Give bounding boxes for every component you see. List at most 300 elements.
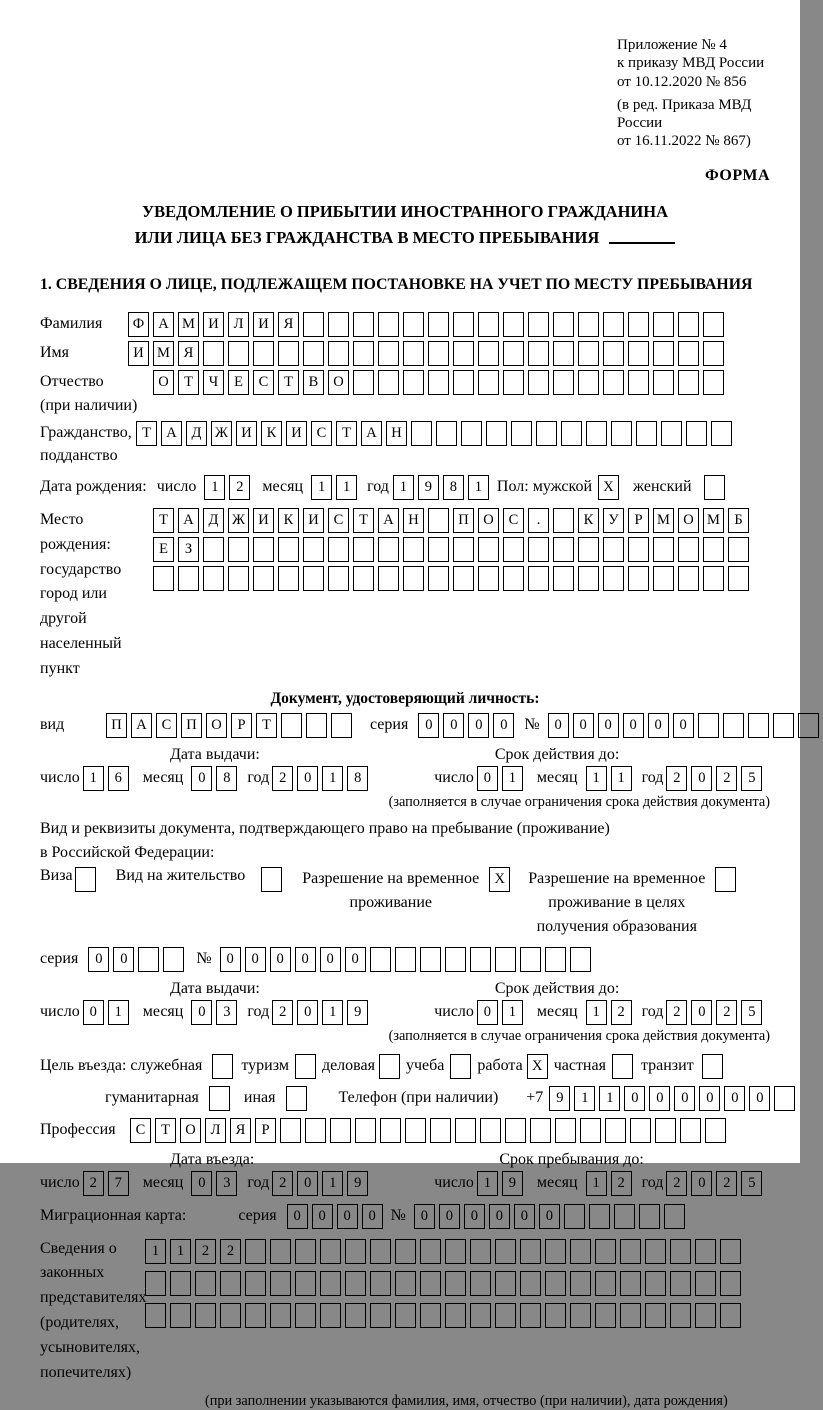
char-cell[interactable]	[320, 1271, 341, 1296]
char-cell[interactable]	[378, 566, 399, 591]
char-cell[interactable]	[528, 312, 549, 337]
char-cell[interactable]	[605, 1118, 626, 1143]
char-cell[interactable]: И	[253, 312, 274, 337]
char-cell[interactable]	[420, 1271, 441, 1296]
char-cell[interactable]	[328, 341, 349, 366]
char-cell[interactable]	[355, 1118, 376, 1143]
char-cell[interactable]: 9	[502, 1171, 523, 1196]
char-cell[interactable]	[370, 947, 391, 972]
char-cell[interactable]: Р	[231, 713, 252, 738]
char-cell[interactable]	[428, 312, 449, 337]
char-cell[interactable]	[395, 1239, 416, 1264]
char-cell[interactable]: 0	[83, 1000, 104, 1025]
char-cell[interactable]: 1	[311, 475, 332, 500]
char-cell[interactable]: 9	[549, 1086, 570, 1111]
char-cell[interactable]	[405, 1118, 426, 1143]
char-cell[interactable]	[728, 537, 749, 562]
char-cell[interactable]: 0	[191, 1000, 212, 1025]
char-cell[interactable]	[295, 1271, 316, 1296]
char-cell[interactable]	[678, 370, 699, 395]
char-cell[interactable]: 0	[418, 713, 439, 738]
char-cell[interactable]	[253, 566, 274, 591]
char-cell[interactable]	[720, 1271, 741, 1296]
char-cell[interactable]: 0	[297, 1171, 318, 1196]
char-cell[interactable]	[653, 370, 674, 395]
char-cell[interactable]	[686, 421, 707, 446]
char-cell[interactable]	[478, 370, 499, 395]
char-cell[interactable]: 9	[418, 475, 439, 500]
char-cell[interactable]	[655, 1118, 676, 1143]
char-cell[interactable]: 7	[108, 1171, 129, 1196]
char-cell[interactable]	[636, 421, 657, 446]
char-cell[interactable]	[281, 713, 302, 738]
char-cell[interactable]: 2	[83, 1171, 104, 1196]
char-cell[interactable]	[711, 421, 732, 446]
char-cell[interactable]: С	[130, 1118, 151, 1143]
char-cell[interactable]: 8	[216, 766, 237, 791]
char-cell[interactable]	[403, 370, 424, 395]
char-cell[interactable]: О	[678, 508, 699, 533]
char-cell[interactable]: 2	[666, 1000, 687, 1025]
char-cell[interactable]	[303, 566, 324, 591]
char-cell[interactable]	[620, 1271, 641, 1296]
char-cell[interactable]: И	[286, 421, 307, 446]
char-cell[interactable]	[545, 947, 566, 972]
char-cell[interactable]	[378, 370, 399, 395]
char-cell[interactable]: Т	[153, 508, 174, 533]
char-cell[interactable]: И	[303, 508, 324, 533]
char-cell[interactable]: 2	[272, 1171, 293, 1196]
char-cell[interactable]: Д	[186, 421, 207, 446]
char-cell[interactable]	[253, 537, 274, 562]
char-cell[interactable]: 2	[272, 1000, 293, 1025]
char-cell[interactable]: О	[478, 508, 499, 533]
char-cell[interactable]	[145, 1271, 166, 1296]
char-cell[interactable]	[630, 1118, 651, 1143]
char-cell[interactable]	[578, 537, 599, 562]
char-cell[interactable]: О	[153, 370, 174, 395]
char-cell[interactable]	[280, 1118, 301, 1143]
char-cell[interactable]	[645, 1271, 666, 1296]
char-cell[interactable]	[478, 566, 499, 591]
char-cell[interactable]	[704, 475, 725, 500]
char-cell[interactable]: С	[328, 508, 349, 533]
char-cell[interactable]	[428, 537, 449, 562]
char-cell[interactable]: Е	[153, 537, 174, 562]
char-cell[interactable]	[553, 537, 574, 562]
char-cell[interactable]	[702, 1054, 723, 1079]
char-cell[interactable]	[528, 566, 549, 591]
char-cell[interactable]	[586, 421, 607, 446]
char-cell[interactable]: П	[106, 713, 127, 738]
char-cell[interactable]	[353, 566, 374, 591]
char-cell[interactable]	[570, 1303, 591, 1328]
char-cell[interactable]	[478, 537, 499, 562]
char-cell[interactable]	[345, 1239, 366, 1264]
char-cell[interactable]	[603, 566, 624, 591]
char-cell[interactable]	[653, 566, 674, 591]
char-cell[interactable]: 0	[539, 1204, 560, 1229]
char-cell[interactable]	[703, 312, 724, 337]
char-cell[interactable]	[520, 1239, 541, 1264]
char-cell[interactable]: 1	[477, 1171, 498, 1196]
char-cell[interactable]: 3	[216, 1000, 237, 1025]
char-cell[interactable]	[670, 1239, 691, 1264]
char-cell[interactable]	[378, 312, 399, 337]
char-cell[interactable]	[628, 341, 649, 366]
char-cell[interactable]	[480, 1118, 501, 1143]
char-cell[interactable]	[695, 1239, 716, 1264]
char-cell[interactable]: 1	[586, 1171, 607, 1196]
char-cell[interactable]	[503, 370, 524, 395]
char-cell[interactable]: 2	[716, 766, 737, 791]
char-cell[interactable]	[445, 1303, 466, 1328]
char-cell[interactable]: 0	[191, 766, 212, 791]
char-cell[interactable]: П	[181, 713, 202, 738]
char-cell[interactable]: Е	[228, 370, 249, 395]
char-cell[interactable]	[303, 341, 324, 366]
char-cell[interactable]: 0	[493, 713, 514, 738]
char-cell[interactable]: А	[131, 713, 152, 738]
char-cell[interactable]	[553, 312, 574, 337]
char-cell[interactable]	[379, 1054, 400, 1079]
char-cell[interactable]	[403, 312, 424, 337]
char-cell[interactable]	[620, 1303, 641, 1328]
char-cell[interactable]: А	[153, 312, 174, 337]
char-cell[interactable]: 0	[624, 1086, 645, 1111]
char-cell[interactable]: 0	[337, 1204, 358, 1229]
char-cell[interactable]: И	[128, 341, 149, 366]
char-cell[interactable]: 8	[347, 766, 368, 791]
char-cell[interactable]	[470, 1271, 491, 1296]
char-cell[interactable]: 0	[414, 1204, 435, 1229]
char-cell[interactable]	[453, 370, 474, 395]
char-cell[interactable]: 0	[345, 947, 366, 972]
char-cell[interactable]: 0	[320, 947, 341, 972]
char-cell[interactable]	[564, 1204, 585, 1229]
char-cell[interactable]: 0	[245, 947, 266, 972]
char-cell[interactable]	[528, 341, 549, 366]
char-cell[interactable]	[705, 1118, 726, 1143]
char-cell[interactable]: X	[527, 1054, 548, 1079]
char-cell[interactable]	[645, 1239, 666, 1264]
char-cell[interactable]	[228, 566, 249, 591]
char-cell[interactable]	[695, 1303, 716, 1328]
char-cell[interactable]	[664, 1204, 685, 1229]
char-cell[interactable]: X	[489, 867, 510, 892]
char-cell[interactable]	[328, 537, 349, 562]
char-cell[interactable]: 0	[468, 713, 489, 738]
char-cell[interactable]	[253, 341, 274, 366]
char-cell[interactable]	[678, 537, 699, 562]
char-cell[interactable]	[520, 1271, 541, 1296]
char-cell[interactable]: 1	[586, 766, 607, 791]
char-cell[interactable]	[353, 370, 374, 395]
char-cell[interactable]	[178, 566, 199, 591]
char-cell[interactable]	[720, 1239, 741, 1264]
char-cell[interactable]	[678, 312, 699, 337]
char-cell[interactable]	[486, 421, 507, 446]
char-cell[interactable]	[653, 537, 674, 562]
char-cell[interactable]: 1	[468, 475, 489, 500]
char-cell[interactable]: Я	[178, 341, 199, 366]
char-cell[interactable]	[170, 1303, 191, 1328]
char-cell[interactable]	[511, 421, 532, 446]
char-cell[interactable]: 0	[270, 947, 291, 972]
char-cell[interactable]	[430, 1118, 451, 1143]
char-cell[interactable]	[330, 1118, 351, 1143]
char-cell[interactable]	[595, 1271, 616, 1296]
char-cell[interactable]: Р	[628, 508, 649, 533]
char-cell[interactable]	[595, 1303, 616, 1328]
char-cell[interactable]: 1	[145, 1239, 166, 1264]
char-cell[interactable]	[328, 566, 349, 591]
char-cell[interactable]	[403, 537, 424, 562]
char-cell[interactable]	[455, 1118, 476, 1143]
char-cell[interactable]: Т	[178, 370, 199, 395]
char-cell[interactable]: 0	[598, 713, 619, 738]
char-cell[interactable]	[453, 341, 474, 366]
char-cell[interactable]	[270, 1239, 291, 1264]
char-cell[interactable]	[320, 1239, 341, 1264]
char-cell[interactable]	[503, 341, 524, 366]
char-cell[interactable]: Т	[336, 421, 357, 446]
char-cell[interactable]: 0	[312, 1204, 333, 1229]
char-cell[interactable]: 0	[191, 1171, 212, 1196]
char-cell[interactable]	[403, 566, 424, 591]
char-cell[interactable]: М	[178, 312, 199, 337]
char-cell[interactable]	[228, 537, 249, 562]
char-cell[interactable]	[220, 1271, 241, 1296]
char-cell[interactable]	[428, 566, 449, 591]
char-cell[interactable]	[603, 537, 624, 562]
char-cell[interactable]	[261, 867, 282, 892]
char-cell[interactable]	[420, 1239, 441, 1264]
char-cell[interactable]: 9	[347, 1000, 368, 1025]
char-cell[interactable]	[653, 341, 674, 366]
char-cell[interactable]: П	[453, 508, 474, 533]
char-cell[interactable]: О	[206, 713, 227, 738]
char-cell[interactable]: 8	[443, 475, 464, 500]
char-cell[interactable]	[678, 566, 699, 591]
char-cell[interactable]: 0	[548, 713, 569, 738]
char-cell[interactable]	[428, 370, 449, 395]
char-cell[interactable]	[353, 312, 374, 337]
char-cell[interactable]: 0	[287, 1204, 308, 1229]
char-cell[interactable]: 0	[674, 1086, 695, 1111]
char-cell[interactable]	[328, 312, 349, 337]
char-cell[interactable]	[720, 1303, 741, 1328]
char-cell[interactable]: 0	[699, 1086, 720, 1111]
char-cell[interactable]	[798, 713, 819, 738]
char-cell[interactable]	[774, 1086, 795, 1111]
char-cell[interactable]: 3	[216, 1171, 237, 1196]
char-cell[interactable]	[495, 1303, 516, 1328]
char-cell[interactable]: 0	[724, 1086, 745, 1111]
char-cell[interactable]: 5	[741, 1171, 762, 1196]
char-cell[interactable]	[295, 1054, 316, 1079]
char-cell[interactable]: 1	[393, 475, 414, 500]
char-cell[interactable]	[353, 341, 374, 366]
char-cell[interactable]	[545, 1239, 566, 1264]
char-cell[interactable]	[445, 1271, 466, 1296]
char-cell[interactable]	[145, 1303, 166, 1328]
char-cell[interactable]	[578, 341, 599, 366]
char-cell[interactable]	[331, 713, 352, 738]
char-cell[interactable]: 1	[322, 1171, 343, 1196]
char-cell[interactable]	[353, 537, 374, 562]
char-cell[interactable]	[478, 341, 499, 366]
char-cell[interactable]	[530, 1118, 551, 1143]
char-cell[interactable]: О	[180, 1118, 201, 1143]
char-cell[interactable]	[345, 1303, 366, 1328]
char-cell[interactable]	[203, 341, 224, 366]
char-cell[interactable]: 0	[477, 766, 498, 791]
char-cell[interactable]: А	[161, 421, 182, 446]
char-cell[interactable]	[503, 566, 524, 591]
char-cell[interactable]	[578, 566, 599, 591]
char-cell[interactable]: 2	[220, 1239, 241, 1264]
char-cell[interactable]: 0	[464, 1204, 485, 1229]
char-cell[interactable]: Н	[403, 508, 424, 533]
char-cell[interactable]	[670, 1271, 691, 1296]
char-cell[interactable]	[628, 370, 649, 395]
char-cell[interactable]	[528, 537, 549, 562]
char-cell[interactable]: 1	[322, 766, 343, 791]
char-cell[interactable]: 5	[741, 1000, 762, 1025]
char-cell[interactable]: 0	[648, 713, 669, 738]
char-cell[interactable]: О	[328, 370, 349, 395]
char-cell[interactable]: 1	[599, 1086, 620, 1111]
char-cell[interactable]: Л	[228, 312, 249, 337]
char-cell[interactable]: М	[653, 508, 674, 533]
char-cell[interactable]	[445, 947, 466, 972]
char-cell[interactable]: Б	[728, 508, 749, 533]
char-cell[interactable]	[545, 1271, 566, 1296]
char-cell[interactable]	[270, 1303, 291, 1328]
char-cell[interactable]: С	[253, 370, 274, 395]
char-cell[interactable]	[578, 370, 599, 395]
char-cell[interactable]	[470, 1303, 491, 1328]
char-cell[interactable]: 0	[297, 766, 318, 791]
char-cell[interactable]: 2	[272, 766, 293, 791]
char-cell[interactable]	[620, 1239, 641, 1264]
char-cell[interactable]: 1	[586, 1000, 607, 1025]
char-cell[interactable]	[703, 341, 724, 366]
char-cell[interactable]	[305, 1118, 326, 1143]
char-cell[interactable]: 0	[623, 713, 644, 738]
char-cell[interactable]: 1	[108, 1000, 129, 1025]
char-cell[interactable]: 2	[716, 1171, 737, 1196]
char-cell[interactable]	[773, 713, 794, 738]
char-cell[interactable]	[203, 537, 224, 562]
char-cell[interactable]	[75, 867, 96, 892]
char-cell[interactable]: 0	[489, 1204, 510, 1229]
char-cell[interactable]: 2	[666, 1171, 687, 1196]
char-cell[interactable]	[345, 1271, 366, 1296]
char-cell[interactable]	[578, 312, 599, 337]
char-cell[interactable]	[680, 1118, 701, 1143]
char-cell[interactable]	[553, 508, 574, 533]
char-cell[interactable]	[611, 421, 632, 446]
char-cell[interactable]: 0	[573, 713, 594, 738]
char-cell[interactable]: 5	[741, 766, 762, 791]
char-cell[interactable]: Т	[155, 1118, 176, 1143]
char-cell[interactable]	[553, 566, 574, 591]
char-cell[interactable]: З	[178, 537, 199, 562]
char-cell[interactable]	[670, 1303, 691, 1328]
char-cell[interactable]: 6	[108, 766, 129, 791]
char-cell[interactable]	[320, 1303, 341, 1328]
char-cell[interactable]: 0	[673, 713, 694, 738]
char-cell[interactable]: Т	[353, 508, 374, 533]
char-cell[interactable]	[303, 312, 324, 337]
char-cell[interactable]: 0	[220, 947, 241, 972]
char-cell[interactable]	[228, 341, 249, 366]
char-cell[interactable]: 2	[716, 1000, 737, 1025]
char-cell[interactable]	[245, 1303, 266, 1328]
char-cell[interactable]: 0	[297, 1000, 318, 1025]
char-cell[interactable]	[536, 421, 557, 446]
char-cell[interactable]	[520, 947, 541, 972]
char-cell[interactable]	[420, 947, 441, 972]
char-cell[interactable]: 0	[88, 947, 109, 972]
char-cell[interactable]	[545, 1303, 566, 1328]
char-cell[interactable]	[428, 508, 449, 533]
char-cell[interactable]: И	[203, 312, 224, 337]
char-cell[interactable]: С	[156, 713, 177, 738]
char-cell[interactable]: 1	[502, 766, 523, 791]
char-cell[interactable]	[163, 947, 184, 972]
char-cell[interactable]	[453, 566, 474, 591]
char-cell[interactable]: 0	[477, 1000, 498, 1025]
char-cell[interactable]: 1	[204, 475, 225, 500]
char-cell[interactable]	[748, 713, 769, 738]
char-cell[interactable]	[495, 1239, 516, 1264]
char-cell[interactable]	[628, 566, 649, 591]
char-cell[interactable]	[453, 312, 474, 337]
char-cell[interactable]	[715, 867, 736, 892]
char-cell[interactable]: Ж	[228, 508, 249, 533]
char-cell[interactable]	[478, 312, 499, 337]
char-cell[interactable]	[403, 341, 424, 366]
char-cell[interactable]	[503, 537, 524, 562]
char-cell[interactable]	[603, 341, 624, 366]
char-cell[interactable]	[570, 947, 591, 972]
char-cell[interactable]	[203, 566, 224, 591]
char-cell[interactable]	[195, 1271, 216, 1296]
char-cell[interactable]: 2	[229, 475, 250, 500]
char-cell[interactable]	[520, 1303, 541, 1328]
char-cell[interactable]	[695, 1271, 716, 1296]
char-cell[interactable]: 1	[574, 1086, 595, 1111]
char-cell[interactable]	[209, 1086, 230, 1111]
char-cell[interactable]: Н	[386, 421, 407, 446]
char-cell[interactable]: Ч	[203, 370, 224, 395]
char-cell[interactable]: Л	[205, 1118, 226, 1143]
char-cell[interactable]	[555, 1118, 576, 1143]
char-cell[interactable]: К	[278, 508, 299, 533]
char-cell[interactable]	[245, 1271, 266, 1296]
char-cell[interactable]	[220, 1303, 241, 1328]
char-cell[interactable]: Ж	[211, 421, 232, 446]
char-cell[interactable]	[603, 370, 624, 395]
char-cell[interactable]	[528, 370, 549, 395]
char-cell[interactable]	[436, 421, 457, 446]
char-cell[interactable]: А	[378, 508, 399, 533]
char-cell[interactable]: 1	[83, 766, 104, 791]
char-cell[interactable]	[723, 713, 744, 738]
